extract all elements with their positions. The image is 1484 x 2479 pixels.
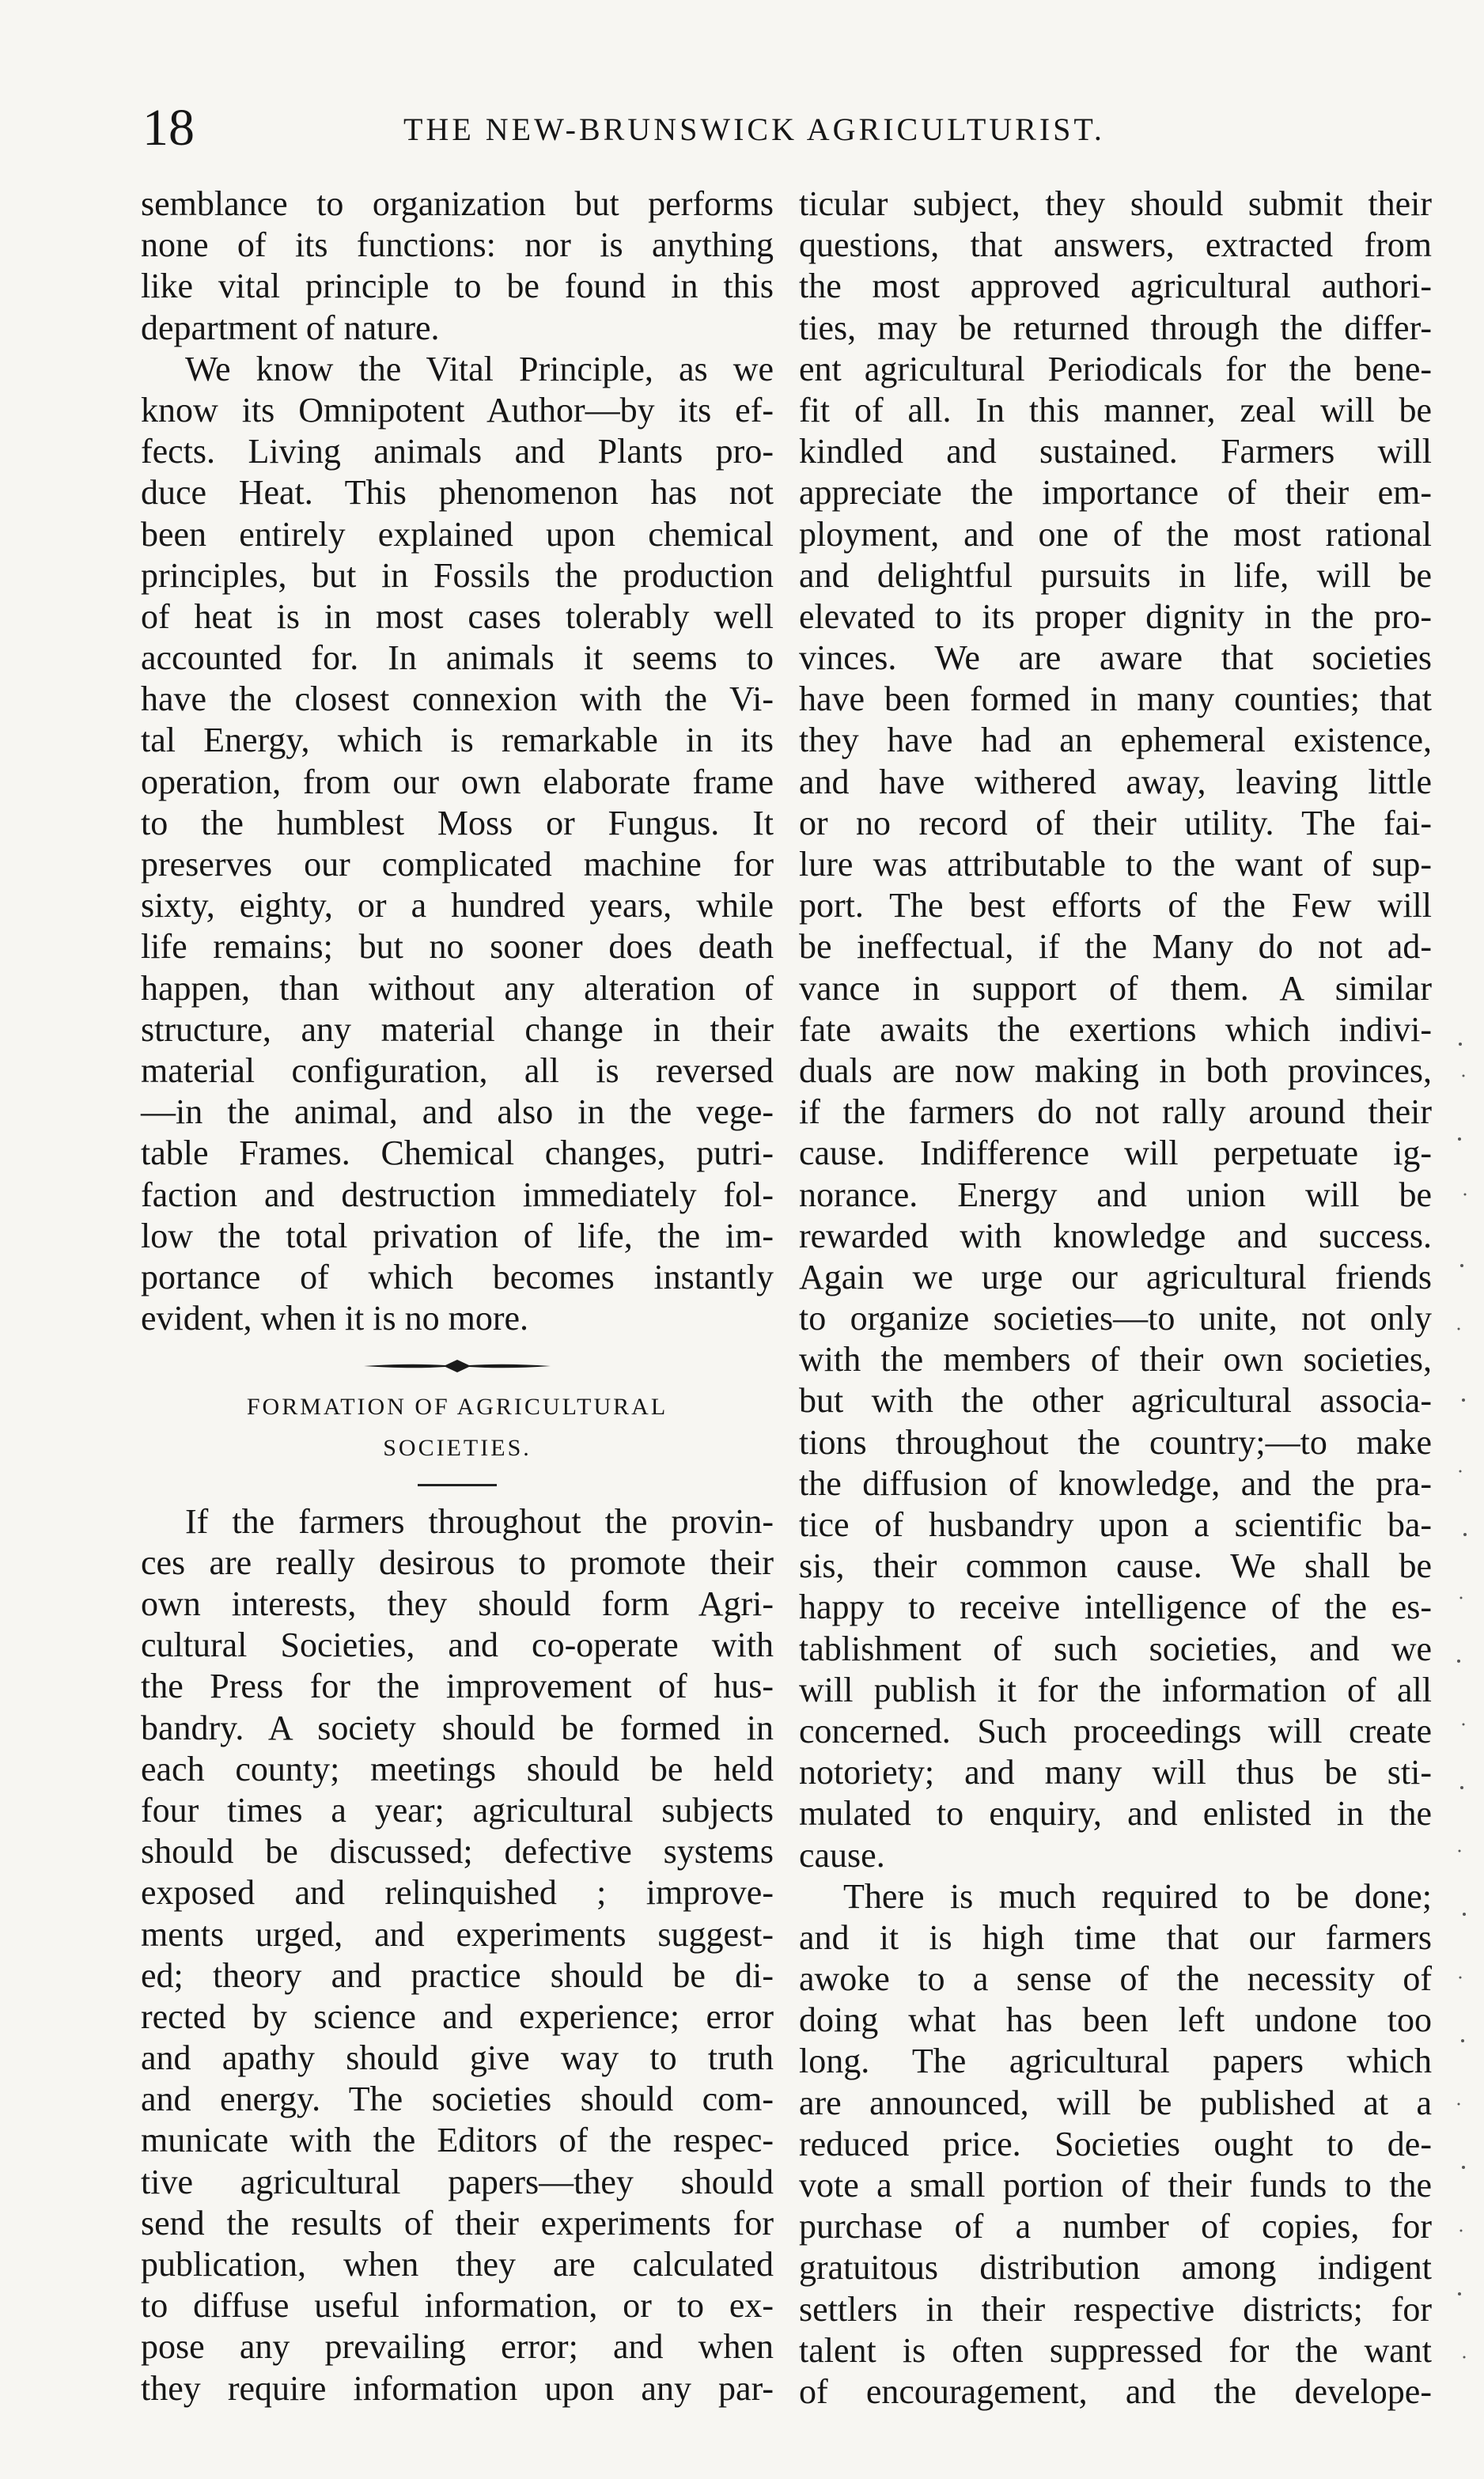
text-line: of encouragement, and the develope- — [799, 2371, 1432, 2411]
text-line: to diffuse useful information, or to ex- — [141, 2286, 774, 2326]
text-line: four times a year; agricultural subjects — [141, 1790, 774, 1830]
text-line: principles, but in Fossils the production — [141, 555, 774, 595]
text-line: We know the Vital Principle, as we — [185, 349, 774, 388]
text-line: preserves our complicated machine for — [141, 845, 774, 884]
text-line: life remains; but no sooner does death — [141, 927, 774, 967]
text-line: duals are now making in both provinces, — [799, 1050, 1432, 1090]
text-line: they have had an ephemeral existence, — [799, 721, 1432, 760]
text-line: to the humblest Moss or Fungus. It — [141, 803, 774, 842]
text-line: if the farmers do not rally around their — [799, 1092, 1432, 1132]
text-line: publication, when they are calculated — [141, 2245, 774, 2284]
text-line: —in the animal, and also in the vege- — [141, 1092, 774, 1132]
text-line: doing what has been left undone too — [799, 2000, 1432, 2040]
text-line: appreciate the importance of their em- — [799, 473, 1432, 513]
text-line: happy to receive intelligence of the es- — [799, 1588, 1432, 1627]
text-line: municate with the Editors of the respec- — [141, 2121, 774, 2160]
text-line: rected by science and experience; error — [141, 1996, 774, 2036]
text-line: be ineffectual, if the Many do not ad- — [799, 927, 1432, 967]
text-line: and delightful pursuits in life, will be — [799, 555, 1432, 595]
text-line: and apathy should give way to truth — [141, 2038, 774, 2078]
short-rule — [141, 1470, 774, 1501]
diamond-rule-icon — [362, 1358, 552, 1374]
text-line: the most approved agricultural authori- — [799, 267, 1432, 306]
text-line: and it is high time that our farmers — [799, 1917, 1432, 1957]
text-line: ployment, and one of the most rational — [799, 514, 1432, 554]
text-line: operation, from our own elaborate frame — [141, 762, 774, 801]
text-line: have been formed in many counties; that — [799, 679, 1432, 719]
text-line: will publish it for the information of all — [799, 1670, 1432, 1709]
text-line: to organize societies—to unite, not only — [799, 1299, 1432, 1338]
text-line: purchase of a number of copies, for — [799, 2207, 1432, 2246]
text-line: sis, their common cause. We shall be — [799, 1546, 1432, 1586]
text-line: own interests, they should form Agri- — [141, 1584, 774, 1623]
right-column — [799, 184, 1432, 2413]
text-line: each county; meetings should be held — [141, 1749, 774, 1788]
section-heading-cont: SOCIETIES. — [383, 1435, 532, 1462]
page-number: 18 — [142, 99, 195, 157]
text-line: know its Omnipotent Author—by its ef- — [141, 390, 774, 430]
text-line: semblance to organization but performs — [141, 184, 774, 223]
text-line: tions throughout the country;—to make — [799, 1422, 1432, 1462]
paragraph-much-required — [799, 1876, 1432, 2413]
text-line: kindled and sustained. Farmers will — [799, 432, 1432, 471]
text-line: cultural Societies, and co-operate with — [141, 1626, 774, 1665]
text-line: Again we urge our agricultural friends — [799, 1257, 1432, 1296]
text-line: port. The best efforts of the Few will — [799, 886, 1432, 925]
text-line: and energy. The societies should com- — [141, 2080, 774, 2119]
page-header — [142, 97, 1353, 168]
text-line: There is much required to be done; — [843, 1876, 1432, 1916]
paragraph-vital-principle-end — [141, 184, 774, 349]
text-line: If the farmers throughout the provin- — [185, 1501, 774, 1541]
running-title: THE NEW-BRUNSWICK AGRICULTURIST. — [403, 112, 1105, 147]
text-line: sixty, eighty, or a hundred years, while — [141, 886, 774, 925]
text-line: norance. Energy and union will be — [799, 1175, 1432, 1214]
text-line: reduced price. Societies ought to de- — [799, 2124, 1432, 2163]
text-line: concerned. Such proceedings will create — [799, 1711, 1432, 1750]
text-line: send the results of their experiments for — [141, 2203, 774, 2242]
ornament-divider — [141, 1339, 774, 1387]
text-line: or no record of their utility. The fai- — [799, 803, 1432, 842]
text-line: cause. Indifference will perpetuate ig- — [799, 1134, 1432, 1173]
text-line: vote a small portion of their funds to the — [799, 2166, 1432, 2205]
text-line: have the closest connexion with the Vi- — [141, 679, 774, 719]
text-line: department of nature. — [141, 308, 440, 347]
page-edge-specks — [1456, 1028, 1471, 2452]
text-line: questions, that answers, extracted from — [799, 225, 1432, 265]
text-line: like vital principle to be found in this — [141, 267, 774, 306]
text-line: but with the other agricultural associa- — [799, 1381, 1432, 1421]
paragraph-formation — [141, 1501, 774, 2409]
text-line: lure was attributable to the want of sup- — [799, 845, 1432, 884]
text-line: rewarded with knowledge and success. — [799, 1216, 1432, 1255]
text-line: the Press for the improvement of hus- — [141, 1667, 774, 1706]
text-line: gratuitous distribution among indigent — [799, 2248, 1432, 2288]
text-line: been entirely explained upon chemical — [141, 514, 774, 554]
text-line: vinces. We are aware that societies — [799, 638, 1432, 678]
section-heading: FORMATION OF AGRICULTURAL — [246, 1394, 668, 1421]
text-line: awoke to a sense of the necessity of — [799, 1959, 1432, 1999]
text-line: pose any prevailing error; and when — [141, 2327, 774, 2367]
text-line: none of its functions: nor is anything — [141, 225, 774, 265]
text-line: elevated to its proper dignity in the pro- — [799, 596, 1432, 636]
text-line: fects. Living animals and Plants pro- — [141, 432, 774, 471]
text-line: mulated to enquiry, and enlisted in the — [799, 1794, 1432, 1834]
text-line: talent is often suppressed for the want — [799, 2330, 1432, 2370]
text-line: happen, than without any alteration of — [141, 968, 774, 1008]
text-line: portance of which becomes instantly — [141, 1257, 774, 1296]
text-line: fit of all. In this manner, zeal will be — [799, 390, 1432, 430]
text-line: ticular subject, they should submit their — [799, 184, 1432, 223]
text-line: they require information upon any par- — [141, 2368, 774, 2408]
text-line: structure, any material change in their — [141, 1009, 774, 1049]
text-line: are announced, will be published at a — [799, 2083, 1432, 2122]
text-line: long. The agricultural papers which — [799, 2042, 1432, 2081]
text-line: and have withered away, leaving little — [799, 762, 1432, 801]
text-line: notoriety; and many will thus be sti- — [799, 1753, 1432, 1792]
paragraph-vital-principle — [141, 349, 774, 1340]
text-line: tal Energy, which is remarkable in its — [141, 721, 774, 760]
text-line: ties, may be returned through the differ- — [799, 308, 1432, 347]
text-line: exposed and relinquished ; improve- — [141, 1873, 774, 1913]
text-line: fate awaits the exertions which indivi- — [799, 1009, 1432, 1049]
text-line: ent agricultural Periodicals for the bene- — [799, 349, 1432, 388]
text-line: tice of husbandry upon a scientific ba- — [799, 1505, 1432, 1544]
left-column — [141, 184, 774, 2409]
text-line: material configuration, all is reversed — [141, 1050, 774, 1090]
text-line: bandry. A society should be formed in — [141, 1708, 774, 1747]
text-line: table Frames. Chemical changes, putri- — [141, 1134, 774, 1173]
text-line: the diffusion of knowledge, and the pra- — [799, 1463, 1432, 1503]
text-line: cause. — [799, 1835, 885, 1875]
text-line: with the members of their own societies, — [799, 1340, 1432, 1380]
text-line: ments urged, and experiments suggest- — [141, 1914, 774, 1954]
text-line: duce Heat. This phenomenon has not — [141, 473, 774, 513]
text-line: accounted for. In animals it seems to — [141, 638, 774, 678]
text-line: evident, when it is no more. — [141, 1299, 529, 1338]
text-line: vance in support of them. A similar — [799, 968, 1432, 1008]
text-line: faction and destruction immediately fol- — [141, 1175, 774, 1214]
paragraph-societies-continued — [799, 184, 1432, 1876]
text-line: of heat is in most cases tolerably well — [141, 596, 774, 636]
rule-line — [418, 1484, 497, 1486]
text-line: tive agricultural papers—they should — [141, 2162, 774, 2201]
text-line: ed; theory and practice should be di- — [141, 1955, 774, 1995]
text-line: settlers in their respective districts; for — [799, 2289, 1432, 2329]
text-line: ces are really desirous to promote their — [141, 1542, 774, 1582]
text-line: should be discussed; defective systems — [141, 1832, 774, 1872]
text-line: low the total privation of life, the im- — [141, 1216, 774, 1255]
text-line: tablishment of such societies, and we — [799, 1629, 1432, 1668]
